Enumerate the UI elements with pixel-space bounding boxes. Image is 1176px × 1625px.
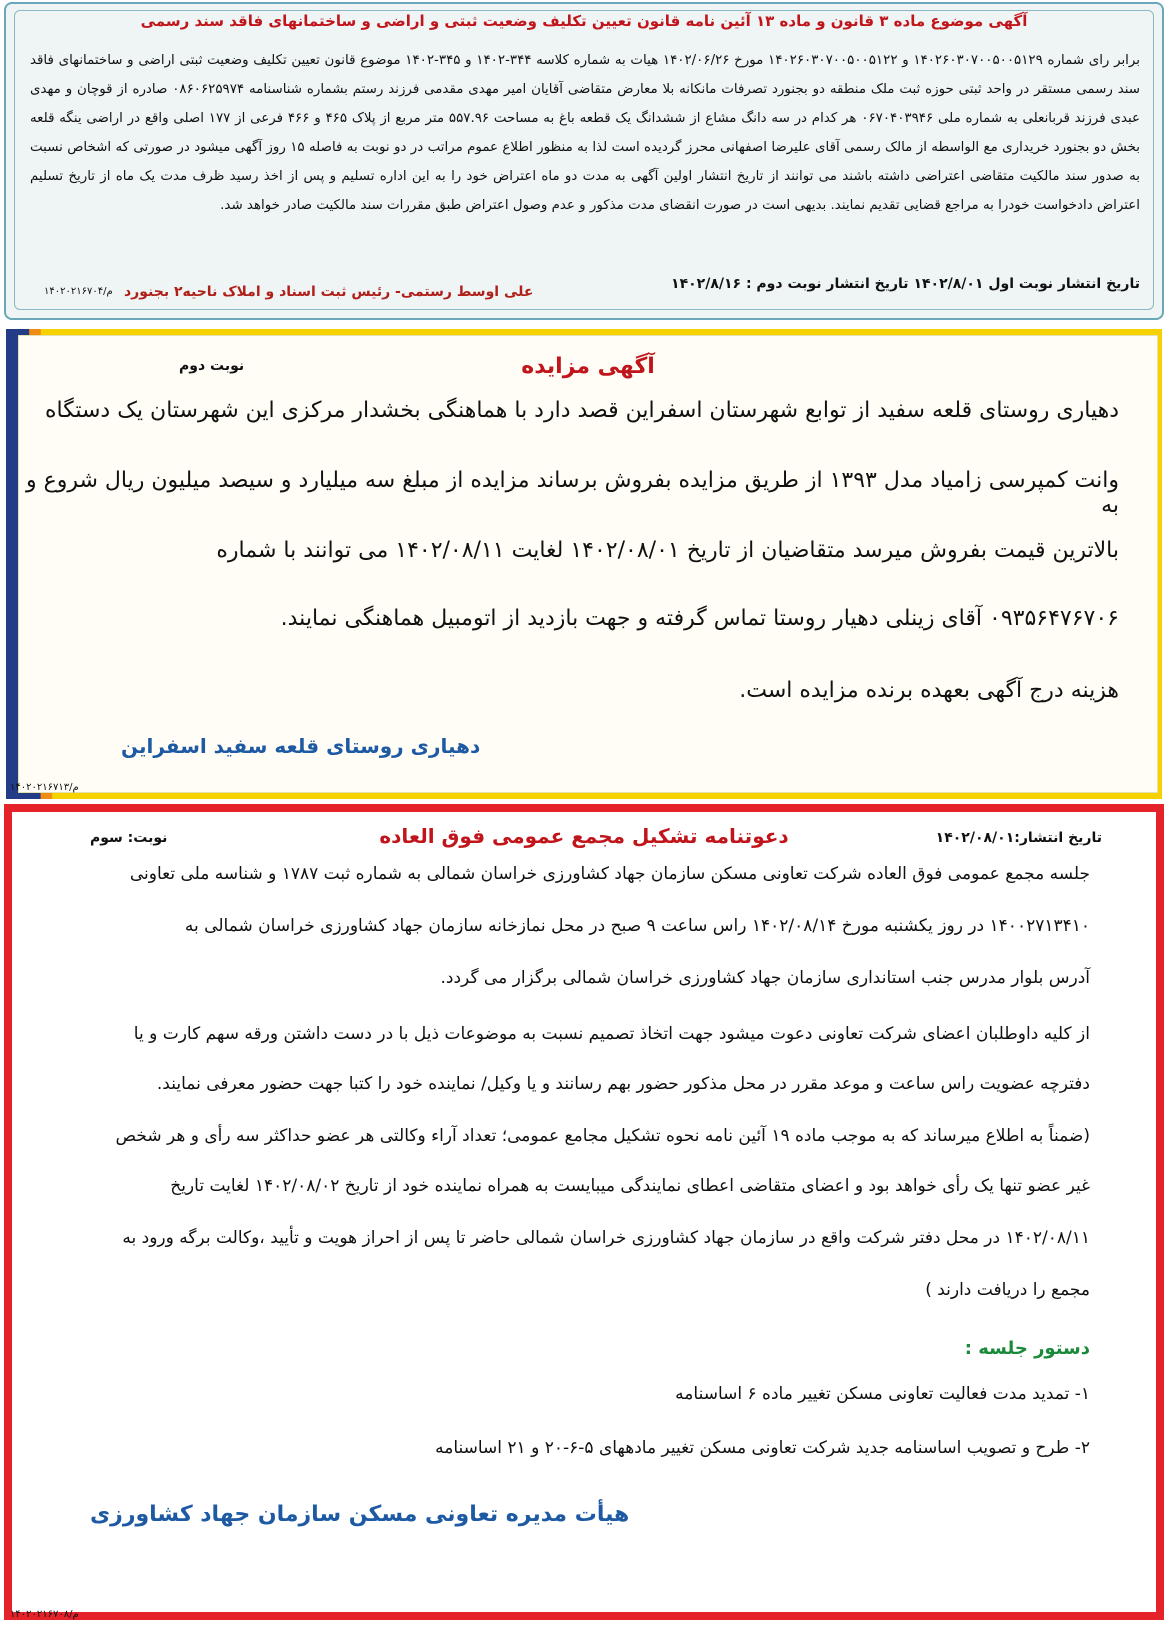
auction-line: بالاترین قیمت بفروش میرسد متقاضیان از تاریخ ۱۴۰۲/۰۸/۰۱ لغایت ۱۴۰۲/۰۸/۱۱ می توانند با شماره — [216, 538, 1119, 563]
auction-turn: نوبت دوم — [179, 358, 245, 374]
invitation-line: (ضمناً به اطلاع میرساند که به موجب ماده ۱۹ آئین نامه نحوه تشکیل مجامع عمومی؛ تعداد آراء وکالتی هر عضو حداکثر سه رأی و هر شخص — [115, 1126, 1090, 1146]
invitation-line: ۱۴۰۰۲۷۱۳۴۱۰ در روز یکشنبه مورخ ۱۴۰۲/۰۸/۱۴ راس ساعت ۹ صبح در محل نمازخانه سازمان جهاد کشاورزی خراسان شمالی به — [184, 916, 1090, 936]
invitation-line: آدرس بلوار مدرس جنب استانداری سازمان جهاد کشاورزی خراسان شمالی برگزار می گردد. — [440, 968, 1090, 988]
invitation-line: ۱۴۰۲/۰۸/۱۱ در محل دفتر شرکت واقع در سازمان جهاد کشاورزی خراسان شمالی حاضر تا پس از احراز هویت و تأیید ،وکالت برگه ورود به — [122, 1228, 1090, 1248]
agenda-item: ۱- تمدید مدت فعالیت تعاونی مسکن تغییر ماده ۶ اساسنامه — [675, 1384, 1090, 1404]
auction-notice — [6, 329, 1162, 799]
invitation-signature: هیأت مدیره تعاونی مسکن سازمان جهاد کشاورزی — [90, 1502, 630, 1527]
auction-line: دهیاری روستای قلعه سفید از توابع شهرستان اسفراین قصد دارد با هماهنگی بخشدار مرکزی این شهرستان یک دستگاه — [44, 398, 1119, 423]
auction-signature: دهیاری روستای قلعه سفید اسفراین — [121, 734, 481, 758]
notice-signature: علی اوسط رستمی- رئیس ثبت اسناد و املاک ناحیه۲ بجنورد — [124, 284, 534, 300]
registration-notice — [4, 2, 1164, 320]
auction-title: آگهی مزایده — [521, 354, 655, 379]
invitation-turn: نوبت: سوم — [90, 830, 168, 846]
auction-line: ۰۹۳۵۶۴۷۶۷۰۶ آقای زینلی دهیار روستا تماس گرفته و جهت بازدید از اتومبیل هماهنگی نمایند. — [280, 606, 1119, 631]
invitation-title: دعوتنامه تشکیل مجمع عمومی فوق العاده — [379, 824, 789, 848]
invitation-line: دفترچه عضویت راس ساعت و موعد مقرر در محل مذکور حضور بهم رسانند و یا وکیل/ نماینده خود را کتبا جهت حضور معرفی نمایند. — [156, 1074, 1090, 1094]
invitation-line: از کلیه داوطلبان اعضای شرکت تعاونی دعوت میشود جهت اتخاذ تصمیم نسبت به موضوعات ذیل با در دست داشتن ورقه سهم کارت و یا — [133, 1024, 1090, 1044]
auction-line: هزینه درج آگهی بعهده برنده مزایده است. — [739, 678, 1119, 703]
publication-dates: تاریخ انتشار نوبت اول ۱۴۰۲/۸/۰۱ تاریخ انتشار نوبت دوم : ۱۴۰۲/۸/۱۶ — [671, 276, 1140, 292]
invitation-code: ۱۴۰۲۰۲۱۶۷۰۸/م — [10, 1609, 79, 1620]
notice-code: ۱۴۰۲۰۲۱۶۷۰۴/م — [44, 286, 113, 297]
auction-line: وانت کمپرسی زامیاد مدل ۱۳۹۳ از طریق مزایده بفروش برساند مزایده از مبلغ سه میلیارد و سیصد میلیون ریال شروع و به — [26, 468, 1119, 518]
invitation-line: غیر عضو تنها یک رأی خواهد بود و اعضای متقاضی اعطای نمایندگی میبایست به همراه نماینده خود از تاریخ ۱۴۰۲/۰۸/۰۲ لغایت تاریخ — [170, 1176, 1090, 1196]
agenda-title: دستور جلسه : — [964, 1338, 1090, 1359]
notice-body: برابر رای شماره ۱۴۰۲۶۰۳۰۷۰۰۵۰۰۵۱۲۹ و ۱۴۰۲۶۰۳۰۷۰۰۵۰۰۵۱۲۲ مورخ ۱۴۰۲/۰۶/۲۶ هیات به شماره کلاسه ۳۴۴-۱۴۰۲ و ۳۴۵-۱۴۰۲ موضوع قانون تعیین تکلیف وضعیت ثبتی اراضی و ساختمانهای فاقد سند رسمی مستقر در واحد ثبتی حوزه ثبت ملک منطقه دو بجنورد تصرفات مانکانه بلا معارض متقاضی آقایان امیر مهدی مقدمی فرزند رستم بشماره شناسنامه ۰۸۶۰۶۲۵۹۷۴ صادره از قوچان و مهدی عبدی فرزند قربانعلی به شماره ملی ۰۶۷۰۴۰۳۹۴۶ هر کدام در سه دانگ مشاع از ششدانگ یک قطعه باغ به مساحت ۵۵۷.۹۶ متر مربع از پلاک ۴۶۵ و ۴۶۶ فرعی از ۱۷۷ اصلی واقع در اراضی ینگه قلعه بخش دو بجنورد خریداری مع الواسطه از مالک رسمی آقای علیرضا اصفهانی محرز گردیده است لذا به منظور اطلاع عموم مراتب در دو نوبت به فاصله ۱۵ روز آگهی میشود در صورتی که اشخاص نسبت به صدور سند مالکیت متقاضی اعتراضی داشته باشند می توانند از تاریخ انتشار اولین آگهی به مدت دو ماه اعتراض خود را به این اداره تسلیم و پس از اخذ رسید ظرف مدت یک ماه از تاریخ تسلیم اعتراض دادخواست خودرا به مراجع قضایی تقدیم نمایند. بدیهی است در صورت انقضای مدت مذکور و عدم وصول اعتراض طبق مقررات سند مالکیت صادر خواهد شد. — [30, 53, 1141, 213]
invitation-line: مجمع را دریافت دارند ) — [925, 1280, 1090, 1300]
auction-paper — [18, 335, 1158, 793]
auction-code: ۱۴۰۲۰۲۱۶۷۱۳/م — [10, 782, 79, 793]
invitation-line: جلسه مجمع عمومی فوق العاده شرکت تعاونی مسکن سازمان جهاد کشاورزی خراسان شمالی به شماره ثبت ۱۷۸۷ و شناسه ملی تعاونی — [129, 864, 1090, 884]
publish-date: تاریخ انتشار:۱۴۰۲/۰۸/۰۱ — [935, 830, 1102, 846]
notice-title: آگهی موضوع ماده ۳ قانون و ماده ۱۳ آئین نامه قانون تعیین تکلیف وضعیت ثبتی و اراضی و ساختمانهای فاقد سند رسمی — [140, 12, 1028, 30]
agenda-item: ۲- طرح و تصویب اساسنامه جدید شرکت تعاونی مسکن تغییر مادههای ۵-۶-۲۰ و ۲۱ اساسنامه — [435, 1438, 1090, 1458]
assembly-invitation — [4, 804, 1164, 1620]
